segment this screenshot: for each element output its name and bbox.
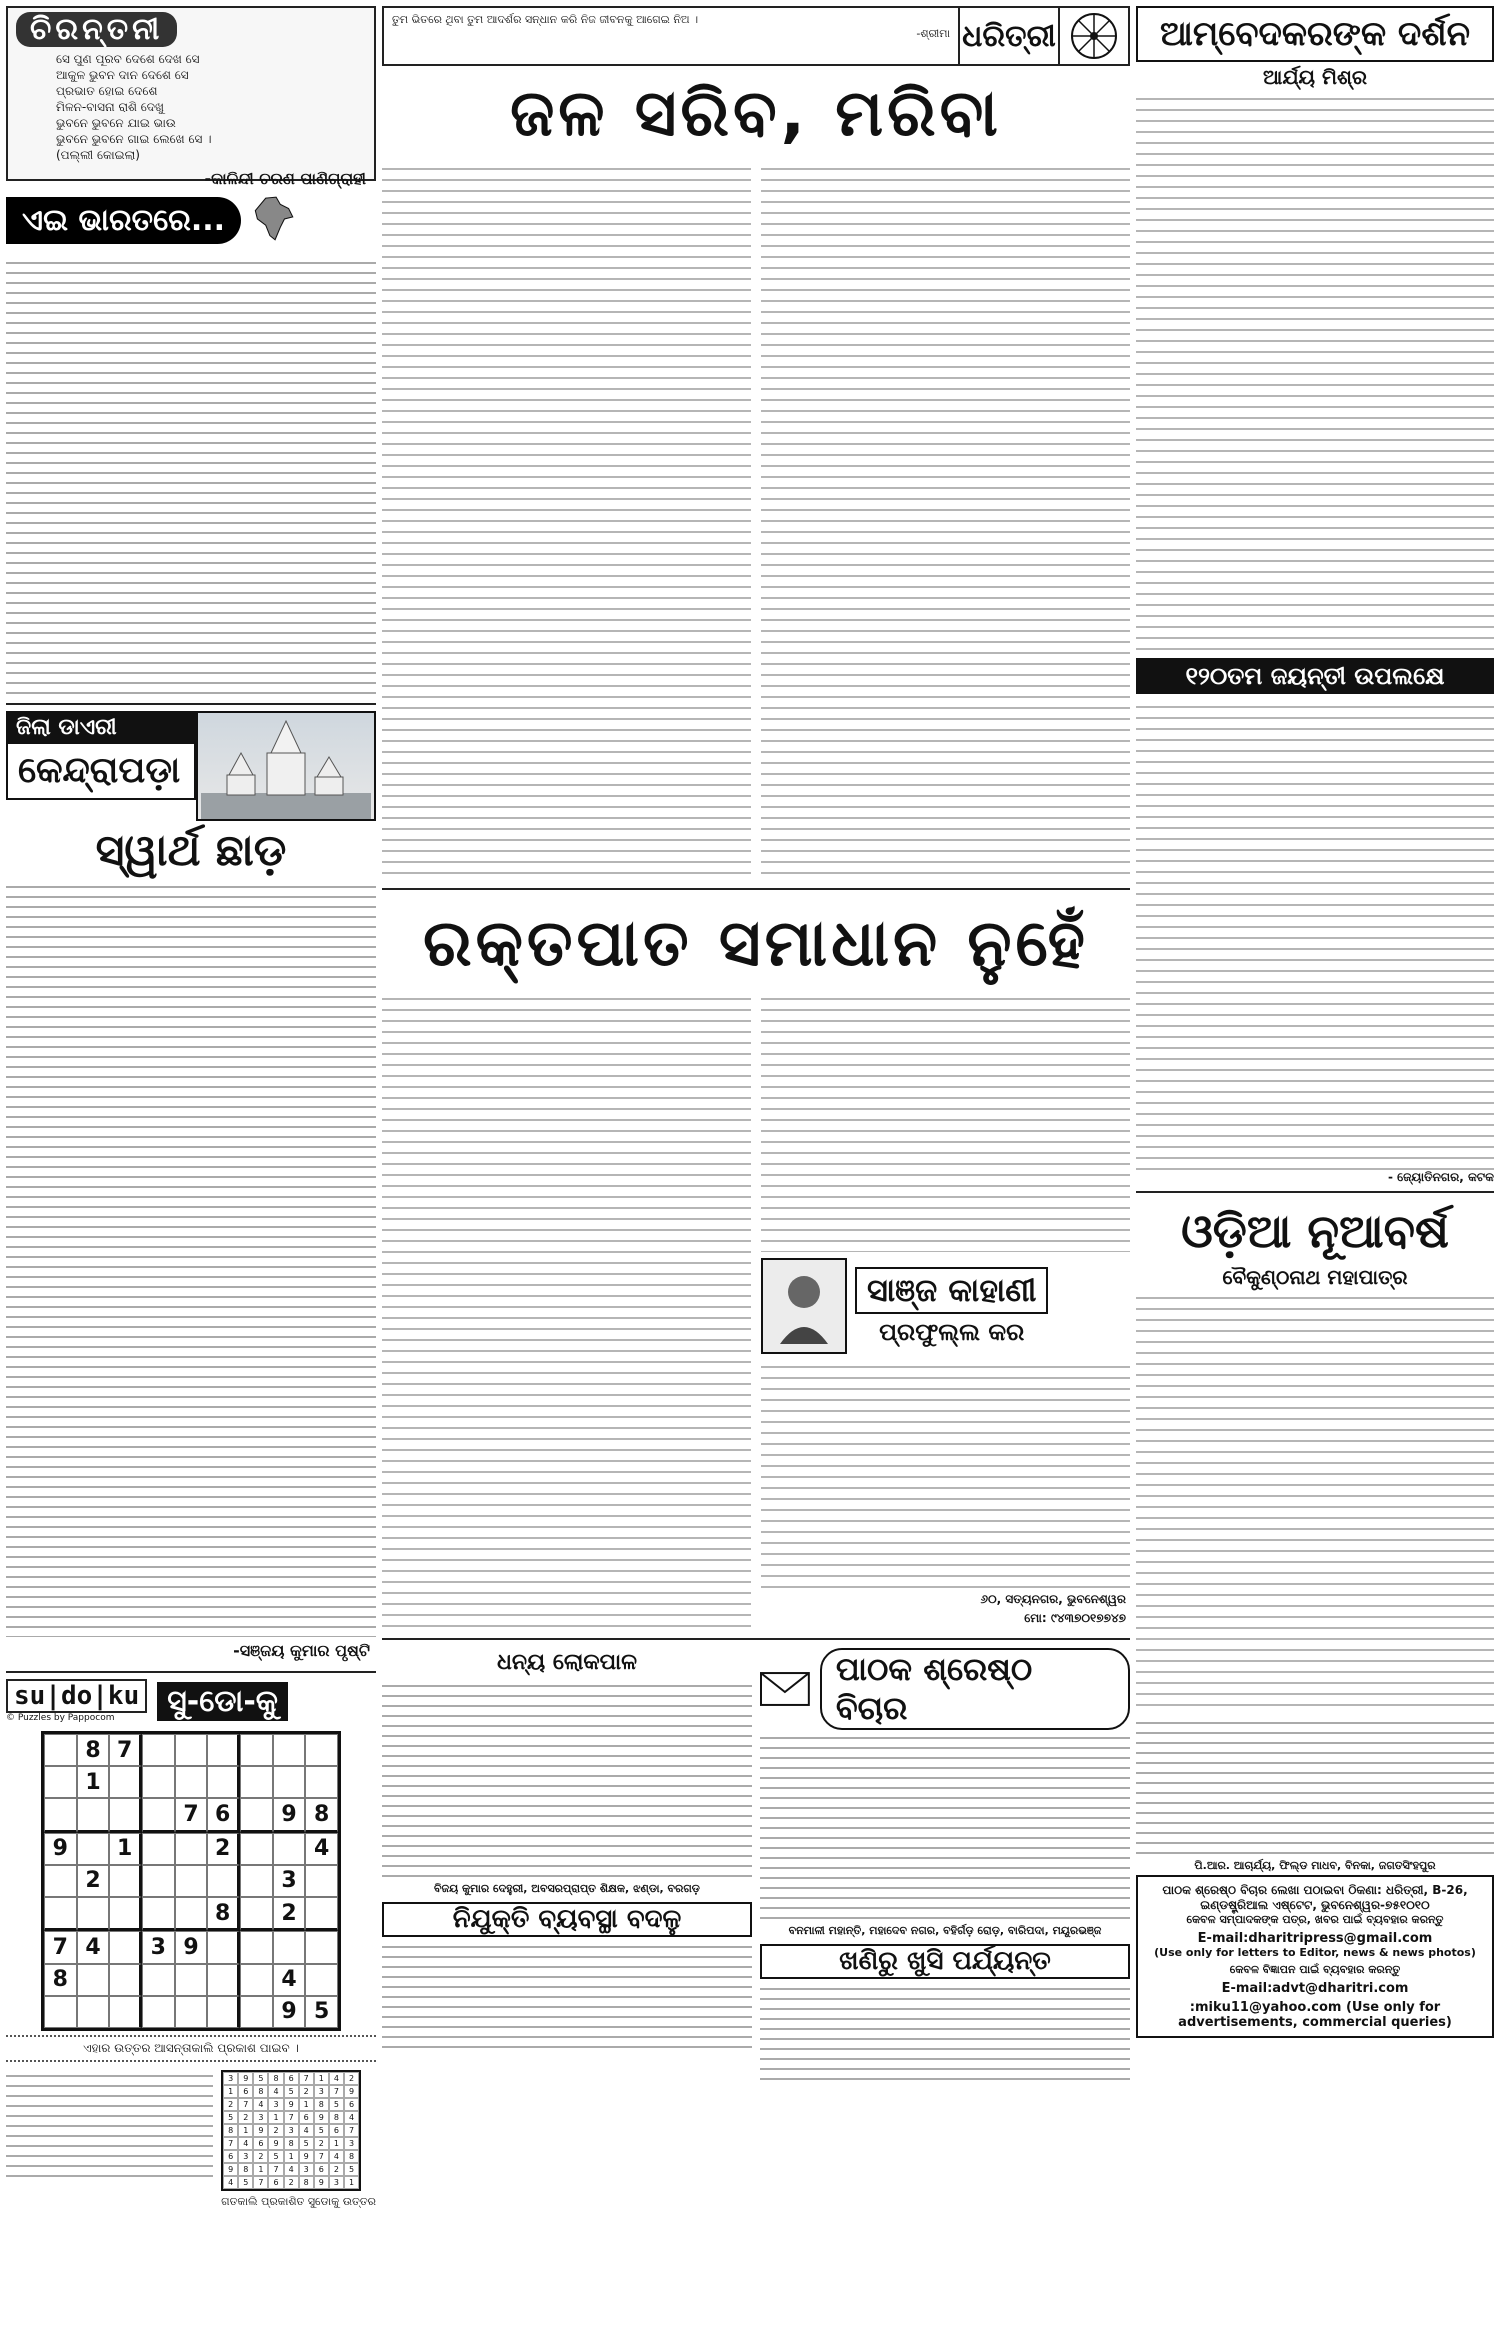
sudoku-prev-cell: 9 [268, 2137, 283, 2150]
sudoku-cell [175, 1865, 208, 1897]
sudoku-cell: 4 [77, 1931, 110, 1963]
sudoku-grid [41, 1731, 341, 2031]
sudoku-prev-cell: 5 [223, 2111, 238, 2124]
sudoku-prev-cell: 3 [253, 2111, 268, 2124]
sudoku-cell [109, 1865, 142, 1897]
sudoku-prev-cell: 1 [314, 2072, 329, 2085]
ambedkar-article-bottom [1136, 700, 1494, 1170]
water-article [382, 162, 1130, 882]
sudoku-cell: 2 [273, 1897, 306, 1931]
poem-lines [16, 51, 366, 163]
sudoku-prev-cell: 4 [253, 2098, 268, 2111]
contact-address: ପାଠକ ଶ୍ରେଷ୍ଠ ବିଚାର ଲେଖା ପଠାଇବା ଠିକଣା: ଧରିତ୍ରୀ, B-26, ଇଣ୍ଡଷ୍ଟ୍ରିଆଲ ଏଷ୍ଟେଟ, ଭୁବନେଶ୍ୱର-୭୫୧୦୧୦ [1162, 1883, 1468, 1912]
nuabarsha-headline: ଓଡ଼ିଆ ନୂଆବର୍ଷ [1181, 1204, 1449, 1258]
sudoku-prev-cell: 6 [344, 2098, 359, 2111]
sudoku-cell [207, 1996, 240, 2028]
sudoku-cell [240, 1931, 273, 1963]
sudoku-cell [142, 1996, 175, 2028]
sudoku-prev-cell: 6 [329, 2124, 344, 2137]
sudoku-cell: 2 [207, 1833, 240, 1865]
sudoku-prev-cell: 4 [344, 2111, 359, 2124]
sudoku-cell [175, 1734, 208, 1766]
sudoku-prev-note: ଗତକାଲି ପ୍ରକାଶିତ ସୁଡୋକୁ ଉତ୍ତର [221, 2195, 376, 2208]
sudoku-cell [142, 1833, 175, 1865]
letters-col-right [760, 1646, 1130, 2083]
sudoku-prev-cell: 7 [284, 2111, 299, 2124]
sudoku-cell: 7 [109, 1734, 142, 1766]
sudoku-cell [44, 1996, 77, 2028]
sudoku-prev-cell: 1 [223, 2085, 238, 2098]
sudoku-cell [142, 1865, 175, 1897]
sudoku-prev-cell: 4 [238, 2137, 253, 2150]
sudoku-prev-cell: 2 [268, 2124, 283, 2137]
left-column [6, 6, 376, 2329]
masthead-quote: ତୁମ ଭିତରେ ଥିବା ତୁମ ଆଦର୍ଶର ସନ୍ଧାନ କରି ନିଜ ଜୀବନକୁ ଆଗେଇ ନିଅ । [392, 13, 699, 26]
sudoku-cell: 9 [175, 1931, 208, 1963]
sudoku-cell [305, 1766, 338, 1798]
sudoku-cell [44, 1798, 77, 1832]
sudoku-prev-cell: 8 [268, 2072, 283, 2085]
sanjha-kahani-column-head [761, 1258, 1130, 1354]
headline-bloodshed: ରକ୍ତପାତ ସମାଧାନ ନୁହେଁ [423, 907, 1089, 981]
contact-box [1136, 1875, 1494, 2038]
district-diary [6, 711, 376, 821]
sudoku-cell [305, 1897, 338, 1931]
district-byline: -ସଞ୍ଜୟ କୁମାର ପୃଷ୍ଟି [233, 1641, 370, 1660]
letter2-title: ନିଯୁକ୍ତି ବ୍ୟବସ୍ଥା ବଦଳୁ [382, 1902, 752, 1937]
poem-author: -କାଳିନ୍ଦୀ ଚରଣ ପାଣିଗ୍ରାହୀ [204, 169, 366, 188]
sudoku-prev-cell: 6 [284, 2072, 299, 2085]
sudoku-cell [305, 1734, 338, 1766]
sudoku-cell [175, 1833, 208, 1865]
sudoku-prev-cell: 2 [284, 2176, 299, 2189]
bharat-section-title: ଏଇ ଭାରତରେ... [6, 197, 241, 244]
sudoku-prev-cell: 9 [299, 2150, 314, 2163]
sudoku-prev-cell: 9 [223, 2163, 238, 2176]
sudoku-prev-cell: 3 [314, 2085, 329, 2098]
sudoku-cell [273, 1833, 306, 1865]
sudoku-prev-cell: 5 [314, 2124, 329, 2137]
sudoku-footer [6, 2070, 376, 2209]
jayanti-banner: ୧୨୦ତମ ଜୟନ୍ତୀ ଉପଲକ୍ଷେ [1136, 658, 1494, 694]
sudoku-cell [44, 1897, 77, 1931]
sudoku-prev-cell: 8 [314, 2098, 329, 2111]
sudoku-cell: 8 [305, 1798, 338, 1832]
sudoku-cell [305, 1964, 338, 1996]
sudoku-prev-cell: 4 [329, 2150, 344, 2163]
district-name: କେନ୍ଦ୍ରାପଡ଼ା [6, 744, 196, 800]
sudoku-prev-cell: 6 [268, 2176, 283, 2189]
best-letter-sender: ବନମାଳୀ ମହାନ୍ତି, ମହାଦେବ ନଗର, ବହିର୍ଗଡ଼ ରୋଡ଼, ବାରିପଦା, ମୟୂରଭଞ୍ଜ [788, 1924, 1102, 1937]
sudoku-logo: su|do|ku [6, 1679, 147, 1713]
water-article-col1 [382, 162, 751, 882]
ambedkar-author: ଆର୍ଯ୍ୟ ମିଶ୍ର [1263, 65, 1367, 89]
bloodshed-article-col2-top [761, 992, 1130, 1252]
sudoku-prev-cell: 8 [344, 2150, 359, 2163]
middle-column [382, 6, 1130, 2329]
ambedkar-title: ଆମ୍ବେଦକରଙ୍କ ଦର୍ଶନ [1136, 6, 1494, 62]
sudoku-prev-cell: 5 [344, 2163, 359, 2176]
author-photo [761, 1258, 847, 1354]
temple-icon [198, 713, 374, 819]
sudoku-prev-cell: 6 [223, 2150, 238, 2163]
sudoku-prev-cell: 7 [253, 2176, 268, 2189]
sudoku-prev-cell: 2 [314, 2137, 329, 2150]
sudoku-cell [77, 1964, 110, 1996]
sudoku-header [6, 1679, 376, 1723]
sudoku-prev-cell: 7 [238, 2098, 253, 2111]
sudoku-cell [273, 1766, 306, 1798]
sudoku-cell: 8 [44, 1964, 77, 1996]
sudoku-cell [240, 1897, 273, 1931]
best-letter-header [760, 1646, 1130, 1732]
sudoku-cell [273, 1734, 306, 1766]
sudoku-prev-cell: 9 [314, 2176, 329, 2189]
sudoku-prev-cell: 6 [314, 2163, 329, 2176]
sudoku-cell [207, 1964, 240, 1996]
sudoku-cell: 9 [273, 1798, 306, 1832]
sudoku-cell [240, 1833, 273, 1865]
letter2-body [382, 1941, 752, 2051]
sudoku-prev-cell: 4 [268, 2085, 283, 2098]
sudoku-prev-cell: 3 [344, 2137, 359, 2150]
sudoku-cell [109, 1798, 142, 1832]
district-tag: ଜିଲା ଡାଏରୀ [6, 711, 196, 744]
temple-photo [196, 711, 376, 821]
sudoku-cell [207, 1931, 240, 1963]
sudoku-prev-cell: 6 [238, 2085, 253, 2098]
sudoku-prev-cell: 7 [329, 2085, 344, 2098]
column-author: ପ୍ରଫୁଲ୍ଲ କର [879, 1317, 1025, 1346]
sudoku-prev-cell: 8 [253, 2085, 268, 2098]
poem-line: ଆକୁଳ ଭୁବନ ଦାନ ଦେଶେ ସେ [56, 68, 189, 82]
sudoku-prev-cell: 5 [329, 2098, 344, 2111]
sudoku-prev-cell: 1 [253, 2163, 268, 2176]
sudoku-cell [175, 1996, 208, 2028]
nuabarsha-article-body [1136, 1291, 1494, 1711]
sudoku-cell [207, 1766, 240, 1798]
sudoku-prev-cell: 5 [238, 2176, 253, 2189]
sudoku-cell [240, 1996, 273, 2028]
sudoku-prev-cell: 1 [238, 2124, 253, 2137]
sudoku-cell [109, 1897, 142, 1931]
sudoku-cell [240, 1766, 273, 1798]
sudoku-logo-sub: © Puzzles by Pappocom [6, 1713, 115, 1723]
bloodshed-article-col2-bottom [761, 1360, 1130, 1590]
bharat-header [6, 189, 376, 251]
sudoku-cell: 4 [273, 1964, 306, 1996]
india-map-icon [247, 194, 299, 246]
bloodshed-article [382, 992, 1130, 1632]
masthead-quote-box [384, 8, 958, 64]
sudoku-cell [44, 1734, 77, 1766]
headline-water: ଜଳ ସରିବ, ମରିବା [510, 77, 1002, 151]
contact-address-note: କେବଳ ସମ୍ପାଦକଙ୍କ ପତ୍ର, ଖବର ପାଇଁ ବ୍ୟବହାର କରନ୍ତୁ [1186, 1913, 1444, 1926]
sudoku-cell [77, 1798, 110, 1832]
sudoku-cell [142, 1964, 175, 1996]
sudoku-cell: 9 [273, 1996, 306, 2028]
wheel-icon [1058, 8, 1128, 64]
sudoku-cell [207, 1734, 240, 1766]
sudoku-cell [142, 1897, 175, 1931]
sudoku-prev-cell: 5 [268, 2150, 283, 2163]
sudoku-prev-cell: 7 [223, 2137, 238, 2150]
sudoku-prev-cell: 8 [238, 2163, 253, 2176]
letters-col-left [382, 1646, 752, 2083]
sudoku-prev-cell: 2 [253, 2150, 268, 2163]
sudoku-cell [240, 1798, 273, 1832]
sudoku-cell: 2 [77, 1865, 110, 1897]
sudoku-prev-cell: 4 [284, 2163, 299, 2176]
best-letter-body [760, 1732, 1130, 1922]
sudoku-prev-cell: 4 [329, 2072, 344, 2085]
sudoku-prev-cell: 2 [299, 2085, 314, 2098]
sudoku-prev-cell: 6 [299, 2111, 314, 2124]
district-article-body [6, 881, 376, 1637]
letter3-body [760, 1983, 1130, 2083]
sudoku-cell [142, 1766, 175, 1798]
water-article-col2 [761, 162, 1130, 882]
sudoku-prev-cell: 2 [344, 2072, 359, 2085]
sudoku-cell: 8 [77, 1734, 110, 1766]
sudoku-cell [207, 1865, 240, 1897]
sudoku-cell: 7 [175, 1798, 208, 1832]
sudoku-prev-cell: 7 [268, 2163, 283, 2176]
sudoku-prev-cell: 3 [238, 2150, 253, 2163]
sudoku-rules-text [6, 2070, 213, 2180]
sudoku-cell [77, 1833, 110, 1865]
column-place: ୬୦, ସତ୍ୟନଗର, ଭୁବନେଶ୍ୱର [980, 1592, 1126, 1606]
sudoku-prev-cell: 4 [223, 2176, 238, 2189]
sudoku-prev-cell: 1 [284, 2150, 299, 2163]
sudoku-cell: 9 [44, 1833, 77, 1865]
sudoku-prev-cell: 8 [299, 2176, 314, 2189]
sudoku-prev-cell: 8 [329, 2111, 344, 2124]
sudoku-prev-cell: 3 [268, 2098, 283, 2111]
poem-box [6, 6, 376, 188]
masthead [382, 6, 1130, 66]
sudoku-prev-cell: 6 [253, 2137, 268, 2150]
sudoku-prev-cell: 5 [284, 2085, 299, 2098]
sudoku-cell [77, 1897, 110, 1931]
sudoku-prev-cell: 8 [284, 2137, 299, 2150]
sudoku-cell [109, 1931, 142, 1963]
letter1-sender: ବିଜୟ କୁମାର ଦେହୁରୀ, ଅବସରପ୍ରାପ୍ତ ଶିକ୍ଷକ, ଝଣ୍ଡା, ବରଗଡ଼ [434, 1882, 700, 1895]
sudoku-prev-cell: 8 [223, 2124, 238, 2137]
contact-email-advt[interactable]: E-mail:advt@dharitri.com [1221, 1981, 1409, 1996]
sudoku-cell: 6 [207, 1798, 240, 1832]
sudoku-prev-cell: 9 [344, 2085, 359, 2098]
right-column [1136, 6, 1494, 2329]
sudoku-prev-cell: 7 [299, 2072, 314, 2085]
letter3-continued [1136, 1717, 1494, 1857]
sudoku-cell: 1 [77, 1766, 110, 1798]
sudoku-prev-cell: 7 [344, 2124, 359, 2137]
poem-line: ପ୍ରଭାତ ହୋଇ ଦେଶେ [56, 84, 158, 98]
sudoku-prev-cell: 9 [284, 2098, 299, 2111]
sudoku-prev-cell: 3 [329, 2176, 344, 2189]
district-headline: ସ୍ୱାର୍ଥ ଛାଡ଼ [95, 825, 287, 876]
letter1-body [382, 1680, 752, 1880]
sudoku-prev-cell: 1 [329, 2137, 344, 2150]
sudoku-cell: 4 [305, 1833, 338, 1865]
poem-line: ଭୁବନେ ଭୁବନେ ଗାଇ ଲେଖେ ସେ । [56, 132, 212, 146]
dharitri-logo: ଧରିତ୍ରୀ [958, 8, 1058, 64]
masthead-quote-author: -ଶ୍ରୀମା [916, 27, 950, 40]
bloodshed-article-col1 [382, 992, 751, 1632]
sudoku-prev-cell: 2 [238, 2111, 253, 2124]
sudoku-cell: 8 [207, 1897, 240, 1931]
sudoku-prev-cell: 3 [223, 2072, 238, 2085]
poem-line: ଭୁବନେ ଭୁବନେ ଯାଇ ଭାଉ [56, 116, 176, 130]
column-title: ସାଞ୍ଜ କାହାଣୀ [855, 1267, 1048, 1314]
sudoku-cell [175, 1766, 208, 1798]
sudoku-cell [109, 1996, 142, 2028]
sudoku-prev-cell: 3 [299, 2163, 314, 2176]
letters-section [382, 1646, 1130, 2083]
sudoku-prev-cell: 9 [238, 2072, 253, 2085]
sudoku-cell: 1 [109, 1833, 142, 1865]
poem-line: (ପଲ୍ଲୀ କୋଇଲା) [56, 148, 140, 162]
sudoku-cell [44, 1865, 77, 1897]
sudoku-cell [109, 1964, 142, 1996]
sudoku-answer-note: ଏହାର ଉତ୍ତର ଆସନ୍ତାକାଲି ପ୍ରକାଶ ପାଇବ । [83, 2041, 299, 2055]
sudoku-cell [305, 1931, 338, 1963]
sudoku-cell [240, 1964, 273, 1996]
sudoku-cell [77, 1996, 110, 2028]
sudoku-cell [305, 1865, 338, 1897]
sudoku-odia-title: ସୁ-ଡୋ-କୁ [157, 1682, 288, 1721]
letter1-title: ଧନ୍ୟ ଲୋକପାଳ [496, 1650, 638, 1675]
contact-adv-note: କେବଳ ବିଜ୍ଞାପନ ପାଇଁ ବ୍ୟବହାର କରନ୍ତୁ [1229, 1963, 1401, 1976]
sudoku-prev-cell: 5 [299, 2137, 314, 2150]
contact-email-editor-note: (Use only for letters to Editor, news & news photos) [1154, 1946, 1476, 1959]
sudoku-prev-cell: 3 [284, 2124, 299, 2137]
sudoku-cell: 3 [273, 1865, 306, 1897]
sudoku-prev-cell: 2 [223, 2098, 238, 2111]
sudoku-cell [175, 1897, 208, 1931]
sudoku-cell [175, 1964, 208, 1996]
ambedkar-place: - ଜ୍ୟୋତିନଗର, କଟକ [1387, 1170, 1494, 1184]
contact-email-yahoo[interactable]: :miku11@yahoo.com (Use only for advertisements, commercial queries) [1178, 2000, 1452, 2030]
letter3-title: ଖଣିରୁ ଖୁସି ପର୍ଯ୍ୟନ୍ତ [760, 1944, 1130, 1979]
sudoku-cell: 7 [44, 1931, 77, 1963]
sudoku-prev-cell: 9 [253, 2124, 268, 2137]
sudoku-cell [273, 1931, 306, 1963]
ambedkar-article-top [1136, 92, 1494, 652]
poem-line: ସେ ପୁଣ ପୂରବ ଦେଶେ ଦେଖ ସେ [56, 52, 200, 66]
sudoku-prev-cell: 2 [329, 2163, 344, 2176]
letter3-sender: ପି.ଆର. ଆଚାର୍ଯ୍ୟ, ଫିଲ୍ଡ ମାଧବ, ବିନକା, ଜଗତସିଂହପୁର [1194, 1859, 1436, 1872]
contact-email-editor[interactable]: E-mail:dharitripress@gmail.com [1197, 1931, 1433, 1946]
sudoku-prev-cell: 4 [299, 2124, 314, 2137]
sudoku-prev-cell: 1 [268, 2111, 283, 2124]
sudoku-prev-answer-grid [221, 2070, 361, 2191]
column-phone: ମୋ: ୯୪୩୭୦୧୭୭୪୭ [1024, 1611, 1126, 1625]
sudoku-cell [44, 1766, 77, 1798]
sudoku-cell: 5 [305, 1996, 338, 2028]
nuabarsha-author: ବୈକୁଣ୍ଠନାଥ ମହାପାତ୍ର [1222, 1265, 1408, 1289]
sudoku-cell [142, 1734, 175, 1766]
sudoku-cell [109, 1766, 142, 1798]
poem-section-title: ଚିରନ୍ତନୀ [16, 12, 177, 47]
sudoku-cell [240, 1865, 273, 1897]
envelope-icon [760, 1672, 810, 1706]
sudoku-cell [142, 1798, 175, 1832]
sudoku-prev-cell: 1 [344, 2176, 359, 2189]
sudoku-prev-cell: 9 [314, 2111, 329, 2124]
sudoku-prev-cell: 1 [299, 2098, 314, 2111]
sudoku-prev-cell: 7 [314, 2150, 329, 2163]
best-letter-title: ପାଠକ ଶ୍ରେଷ୍ଠ ବିଚାର [820, 1648, 1130, 1730]
sudoku-prev-cell: 5 [253, 2072, 268, 2085]
sudoku-cell: 3 [142, 1931, 175, 1963]
sudoku-cell [240, 1734, 273, 1766]
poem-line: ମିଳନ-ବାସନା ରାଶି ଦେଖୁ [56, 100, 164, 114]
bharat-article-body [6, 257, 376, 697]
